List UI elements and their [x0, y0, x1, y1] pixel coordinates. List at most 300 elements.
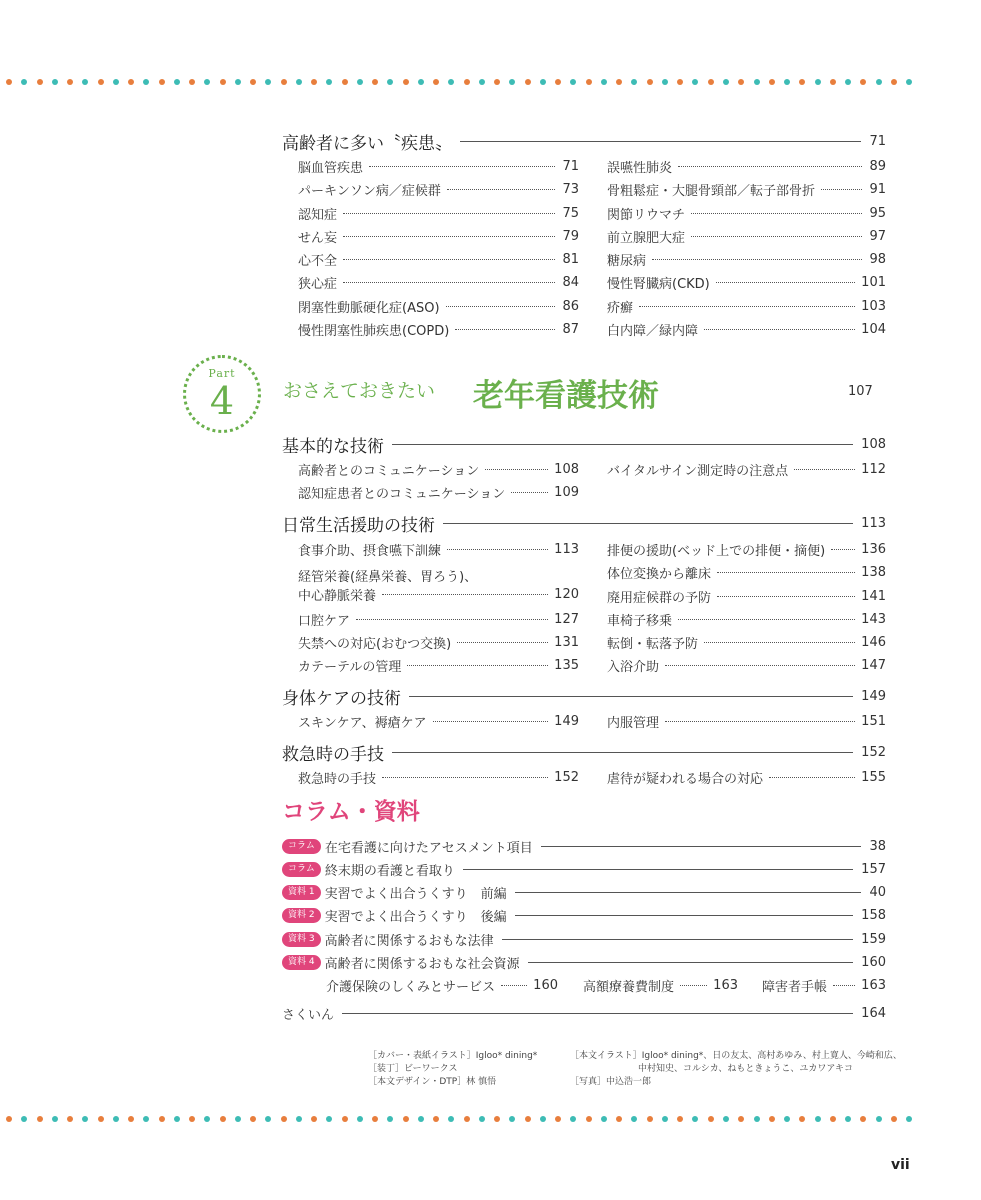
toc-entry[interactable] [607, 249, 886, 269]
border-dot [464, 79, 470, 85]
leader-dots [447, 549, 548, 550]
border-dot [845, 79, 851, 85]
column-rule [515, 892, 862, 893]
toc-entry-page: 112 [861, 461, 886, 477]
column-tag: 資料 2 [282, 908, 321, 923]
border-dot [357, 79, 363, 85]
leader-dots [485, 469, 548, 470]
toc-entry[interactable] [298, 539, 579, 559]
border-dot [784, 79, 790, 85]
toc-entry-label: 狭心症 [298, 276, 338, 292]
toc-entry[interactable] [607, 539, 886, 559]
border-dot [204, 1116, 210, 1122]
column-tag: 資料 4 [282, 955, 321, 970]
column-tag: コラム [282, 839, 321, 854]
toc-entry[interactable] [298, 249, 579, 269]
credit-line: ［本文デザイン・DTP］林 慎悟 [368, 1077, 497, 1087]
border-dot [418, 1116, 424, 1122]
border-dot [815, 1116, 821, 1122]
column-item-label: 在宅看護に向けたアセスメント項目 [324, 840, 533, 856]
border-dot [265, 79, 271, 85]
border-dot [113, 1116, 119, 1122]
toc-entry-label: 誤嚥性肺炎 [607, 160, 673, 176]
border-dot [815, 79, 821, 85]
toc-entry-label: 白内障／緑内障 [607, 323, 699, 339]
column-rule [528, 962, 854, 963]
leader-dots [343, 259, 555, 260]
column-item-page: 158 [861, 907, 886, 923]
toc-entry[interactable] [607, 459, 886, 479]
column-item[interactable] [282, 904, 886, 926]
border-dot [128, 79, 134, 85]
border-dot [296, 79, 302, 85]
border-dot [692, 1116, 698, 1122]
border-dot [769, 79, 775, 85]
border-dot [342, 1116, 348, 1122]
column-item-page: 157 [861, 861, 886, 877]
leader-dots [794, 469, 855, 470]
leader-dots [680, 985, 707, 986]
toc-entry[interactable] [298, 272, 579, 292]
border-dot [220, 79, 226, 85]
border-dot [357, 1116, 363, 1122]
border-dot [525, 1116, 531, 1122]
toc-entry-label: 骨粗鬆症・大腿骨頸部／転子部骨折 [607, 183, 816, 199]
border-dot [143, 79, 149, 85]
border-dot [738, 1116, 744, 1122]
border-dot [403, 1116, 409, 1122]
part-page: 107 [848, 384, 873, 399]
column-item-page: 40 [869, 884, 886, 900]
border-dot [754, 79, 760, 85]
column-item[interactable] [282, 835, 886, 857]
toc-entry[interactable] [298, 179, 579, 199]
border-dot [586, 1116, 592, 1122]
toc-entry-label: 糖尿病 [607, 253, 647, 269]
column-sub-label: 高額療養費制度 [583, 979, 675, 995]
section-title: 基本的な技術 [282, 436, 384, 457]
column-section-title[interactable]: コラム・資料 [282, 799, 420, 825]
border-dot [570, 1116, 576, 1122]
leader-dots [717, 572, 855, 573]
toc-entry-page: 95 [869, 205, 886, 221]
border-dot [555, 1116, 561, 1122]
leader-dots [691, 213, 862, 214]
toc-entry-label: 脳血管疾患 [298, 160, 364, 176]
border-dot [738, 79, 744, 85]
leader-dots [678, 619, 855, 620]
part-title[interactable]: 老年看護技術 [473, 378, 659, 414]
toc-entry[interactable] [607, 767, 886, 787]
border-dot [21, 1116, 27, 1122]
border-dot [906, 1116, 912, 1122]
column-item-page: 38 [869, 838, 886, 854]
toc-entry-page: 151 [861, 713, 886, 729]
section-rule [460, 141, 861, 142]
leader-dots [343, 282, 555, 283]
border-dot [52, 79, 58, 85]
border-dot [372, 79, 378, 85]
border-dot [159, 79, 165, 85]
index-entry[interactable] [282, 1002, 886, 1024]
toc-entry[interactable] [607, 562, 886, 582]
toc-entry-page: 135 [554, 657, 579, 673]
leader-dots [446, 306, 555, 307]
toc-entry-label: スキンケア、褥瘡ケア [298, 715, 427, 731]
leader-dots [382, 777, 548, 778]
column-rule [463, 869, 853, 870]
toc-entry[interactable] [298, 319, 579, 339]
toc-entry[interactable] [298, 584, 579, 604]
toc-entry[interactable] [298, 156, 579, 176]
toc-entry[interactable] [298, 203, 579, 223]
border-dot [143, 1116, 149, 1122]
border-dot [189, 79, 195, 85]
leader-dots [369, 166, 555, 167]
leader-dots [356, 619, 548, 620]
border-dot [326, 1116, 332, 1122]
column-rule [515, 915, 854, 916]
toc-entry-label: 関節リウマチ [607, 207, 686, 223]
column-item[interactable] [282, 881, 886, 903]
toc-entry-label: 食事介助、摂食嚥下訓練 [298, 543, 442, 559]
border-dot [311, 1116, 317, 1122]
section-page: 149 [861, 688, 886, 704]
toc-entry[interactable] [298, 459, 579, 479]
border-dot [540, 79, 546, 85]
toc-entry[interactable] [607, 319, 886, 339]
border-dot [174, 79, 180, 85]
column-sub-page: 160 [533, 977, 558, 993]
leader-dots [511, 492, 548, 493]
column-sub-label: 介護保険のしくみとサービス [326, 979, 496, 995]
border-dot [281, 1116, 287, 1122]
leader-dots [407, 665, 548, 666]
border-dot [82, 79, 88, 85]
border-dot [52, 1116, 58, 1122]
toc-entry-page: 71 [562, 158, 579, 174]
border-dot [509, 79, 515, 85]
credit-line: ［写真］中込浩一郎 [570, 1077, 652, 1087]
border-dot [372, 1116, 378, 1122]
toc-entry-label: 転倒・転落予防 [607, 636, 699, 652]
toc-entry-page: 103 [861, 298, 886, 314]
leader-dots [833, 985, 855, 986]
leader-dots [716, 282, 855, 283]
toc-entry[interactable] [607, 179, 886, 199]
section-title: 高齢者に多い〝疾患〟 [282, 133, 452, 154]
section-title: 救急時の手技 [282, 744, 384, 765]
border-dot [799, 79, 805, 85]
toc-entry[interactable] [607, 609, 886, 629]
toc-entry-label: パーキンソン病／症候群 [298, 183, 441, 199]
section-page: 108 [861, 436, 886, 452]
toc-entry-label: 救急時の手技 [298, 771, 377, 787]
toc-entry-label: 慢性閉塞性肺疾患(COPD) [298, 323, 450, 339]
border-dot [891, 1116, 897, 1122]
leader-dots [717, 596, 855, 597]
border-dot [67, 1116, 73, 1122]
toc-entry[interactable] [298, 482, 579, 502]
toc-entry-page: 89 [869, 158, 886, 174]
leader-dots [455, 329, 555, 330]
border-dot [37, 1116, 43, 1122]
border-dot [387, 79, 393, 85]
border-dot [235, 79, 241, 85]
toc-entry-page: 113 [554, 541, 579, 557]
border-dot [906, 79, 912, 85]
section-page: 71 [869, 133, 886, 149]
part-subtitle: おさえておきたい [283, 380, 436, 402]
border-dot [708, 79, 714, 85]
column-item-label: 高齢者に関係するおもな社会資源 [324, 956, 520, 972]
leader-dots [821, 189, 862, 190]
toc-entry-label: 虐待が疑われる場合の対応 [607, 771, 764, 787]
toc-entry-page: 87 [562, 321, 579, 337]
toc-entry-label: 閉塞性動脈硬化症(ASO) [298, 300, 440, 316]
border-dot [387, 1116, 393, 1122]
section-page: 152 [861, 744, 886, 760]
border-dot [631, 79, 637, 85]
part-number: 4 [209, 379, 235, 423]
toc-entry-label: 認知症患者とのコミュニケーション [298, 486, 506, 502]
section-heading-basic[interactable] [282, 433, 886, 455]
toc-entry-page: 149 [554, 713, 579, 729]
column-sub-item[interactable] [583, 975, 738, 995]
border-dot [189, 1116, 195, 1122]
toc-entry-label: 口腔ケア [298, 613, 351, 629]
toc-entry-page: 81 [562, 251, 579, 267]
column-rule [541, 846, 862, 847]
border-dot [784, 1116, 790, 1122]
toc-entry-page: 138 [861, 564, 886, 580]
leader-dots [457, 642, 548, 643]
leader-dots [433, 721, 549, 722]
toc-entry[interactable] [607, 711, 886, 731]
border-dot [891, 79, 897, 85]
border-dot [876, 79, 882, 85]
border-dot [37, 79, 43, 85]
border-dot [830, 1116, 836, 1122]
leader-dots [652, 259, 862, 260]
border-dot [296, 1116, 302, 1122]
leader-dots [343, 213, 555, 214]
leader-dots [639, 306, 855, 307]
border-dot [403, 79, 409, 85]
border-dot [677, 1116, 683, 1122]
toc-entry[interactable] [298, 296, 579, 316]
border-dot [265, 1116, 271, 1122]
border-dot [631, 1116, 637, 1122]
border-dot [647, 1116, 653, 1122]
toc-entry[interactable] [607, 655, 886, 675]
toc-entry[interactable] [298, 632, 579, 652]
toc-entry[interactable] [607, 272, 886, 292]
toc-entry-label: 失禁への対応(おむつ交換) [298, 636, 452, 652]
toc-entry-page: 101 [861, 274, 886, 290]
column-rule [502, 939, 854, 940]
border-dot [723, 1116, 729, 1122]
toc-entry[interactable] [607, 226, 886, 246]
leader-dots [665, 665, 855, 666]
border-dot [311, 79, 317, 85]
section-title: 身体ケアの技術 [282, 688, 401, 709]
toc-entry-page: 109 [554, 484, 579, 500]
border-dot [723, 79, 729, 85]
credits-right [570, 1050, 902, 1089]
border-dot [860, 79, 866, 85]
toc-entry-label: 慢性腎臓病(CKD) [607, 276, 710, 292]
toc-entry-page: 84 [562, 274, 579, 290]
border-dot [250, 1116, 256, 1122]
border-dot [555, 79, 561, 85]
border-dot [67, 79, 73, 85]
border-dot [540, 1116, 546, 1122]
toc-entry[interactable] [298, 711, 579, 731]
toc-entry-page: 143 [861, 611, 886, 627]
border-dot [21, 79, 27, 85]
toc-entry-label: バイタルサイン測定時の注意点 [607, 463, 789, 479]
leader-dots [501, 985, 527, 986]
border-dot [220, 1116, 226, 1122]
column-item[interactable] [282, 928, 886, 950]
column-sub-label: 障害者手帳 [762, 979, 828, 995]
border-dot [677, 79, 683, 85]
credit-line: 中村知史、コルシカ、ねもときょうこ、ユカワアキコ [638, 1064, 854, 1074]
column-sub-item[interactable] [326, 975, 558, 995]
section-title: 日常生活援助の技術 [282, 515, 435, 536]
part-label: Part [208, 367, 236, 380]
leader-dots [343, 236, 555, 237]
border-dot [98, 79, 104, 85]
toc-entry-page: 75 [562, 205, 579, 221]
leader-dots [678, 166, 862, 167]
toc-entry-page: 136 [861, 541, 886, 557]
toc-entry[interactable] [607, 296, 886, 316]
credits-left [368, 1050, 537, 1089]
credit-line: ［本文イラスト］Igloo* dining*、日の友太、高村あゆみ、村上寛人、今崎和広、 [570, 1051, 902, 1061]
border-dot [799, 1116, 805, 1122]
toc-entry[interactable] [298, 767, 579, 787]
border-dot [769, 1116, 775, 1122]
toc-entry[interactable] [298, 655, 579, 675]
border-dot [6, 79, 12, 85]
border-dot [418, 79, 424, 85]
bottom-dot-border [0, 1116, 910, 1126]
border-dot [464, 1116, 470, 1122]
index-rule [342, 1013, 853, 1014]
toc-entry[interactable] [298, 226, 579, 246]
toc-entry[interactable] [607, 156, 886, 176]
toc-entry[interactable] [607, 203, 886, 223]
toc-entry-page: 131 [554, 634, 579, 650]
border-dot [159, 1116, 165, 1122]
border-dot [845, 1116, 851, 1122]
leader-dots [831, 549, 855, 550]
border-dot [494, 79, 500, 85]
column-item-label: 高齢者に関係するおもな法律 [324, 933, 494, 949]
border-dot [98, 1116, 104, 1122]
toc-entry-page: 98 [869, 251, 886, 267]
border-dot [692, 79, 698, 85]
toc-entry-page: 152 [554, 769, 579, 785]
border-dot [82, 1116, 88, 1122]
border-dot [204, 79, 210, 85]
toc-entry-page: 104 [861, 321, 886, 337]
border-dot [113, 79, 119, 85]
toc-entry[interactable] [298, 609, 579, 629]
border-dot [6, 1116, 12, 1122]
column-item-page: 159 [861, 931, 886, 947]
section-heading-body[interactable] [282, 685, 886, 707]
toc-entry-label: 疥癬 [607, 300, 634, 316]
toc-entry-page: 120 [554, 586, 579, 602]
border-dot [128, 1116, 134, 1122]
toc-entry-label: 排便の援助(ベッド上での排便・摘便) [607, 543, 826, 559]
section-heading-daily[interactable] [282, 512, 886, 534]
toc-entry-page: 86 [562, 298, 579, 314]
column-sub-page: 163 [713, 977, 738, 993]
column-item[interactable] [282, 858, 886, 880]
column-sub-item[interactable] [762, 975, 886, 995]
toc-entry-page: 146 [861, 634, 886, 650]
leader-dots [447, 189, 555, 190]
border-dot [616, 79, 622, 85]
toc-entry-page: 97 [869, 228, 886, 244]
column-item[interactable] [282, 951, 886, 973]
border-dot [433, 79, 439, 85]
section-heading-emergency[interactable] [282, 741, 886, 763]
column-item-label: 実習でよく出合うくすり 前編 [324, 886, 507, 902]
toc-entry-label: 車椅子移乗 [607, 613, 673, 629]
leader-dots [704, 329, 855, 330]
toc-entry-label: 廃用症候群の予防 [607, 590, 712, 606]
border-dot [525, 79, 531, 85]
border-dot [876, 1116, 882, 1122]
index-page: 164 [861, 1005, 886, 1021]
toc-entry-page: 141 [861, 588, 886, 604]
toc-entry-label: 前立腺肥大症 [607, 230, 686, 246]
toc-entry[interactable] [607, 632, 886, 652]
part-badge [183, 355, 261, 433]
toc-entry-label: 体位変換から離床 [607, 566, 712, 582]
leader-dots [665, 721, 855, 722]
toc-entry-label: せん妄 [298, 230, 338, 246]
section-heading-diseases[interactable] [282, 130, 886, 152]
toc-entry-label: カテーテルの管理 [298, 659, 402, 675]
section-rule [392, 444, 853, 445]
toc-entry[interactable] [607, 586, 886, 606]
border-dot [509, 1116, 515, 1122]
border-dot [281, 79, 287, 85]
toc-entry-label: 認知症 [298, 207, 338, 223]
border-dot [448, 79, 454, 85]
credit-line: ［装丁］ビーワークス [368, 1064, 458, 1074]
border-dot [708, 1116, 714, 1122]
border-dot [662, 1116, 668, 1122]
column-item-label: 実習でよく出合うくすり 後編 [324, 909, 507, 925]
border-dot [250, 79, 256, 85]
toc-entry-label: 入浴介助 [607, 659, 660, 675]
section-page: 113 [861, 515, 886, 531]
border-dot [433, 1116, 439, 1122]
toc-entry-label: 心不全 [298, 253, 338, 269]
border-dot [448, 1116, 454, 1122]
column-tag: 資料 3 [282, 932, 321, 947]
leader-dots [769, 777, 855, 778]
toc-entry-page: 73 [562, 181, 579, 197]
toc-entry-page: 127 [554, 611, 579, 627]
